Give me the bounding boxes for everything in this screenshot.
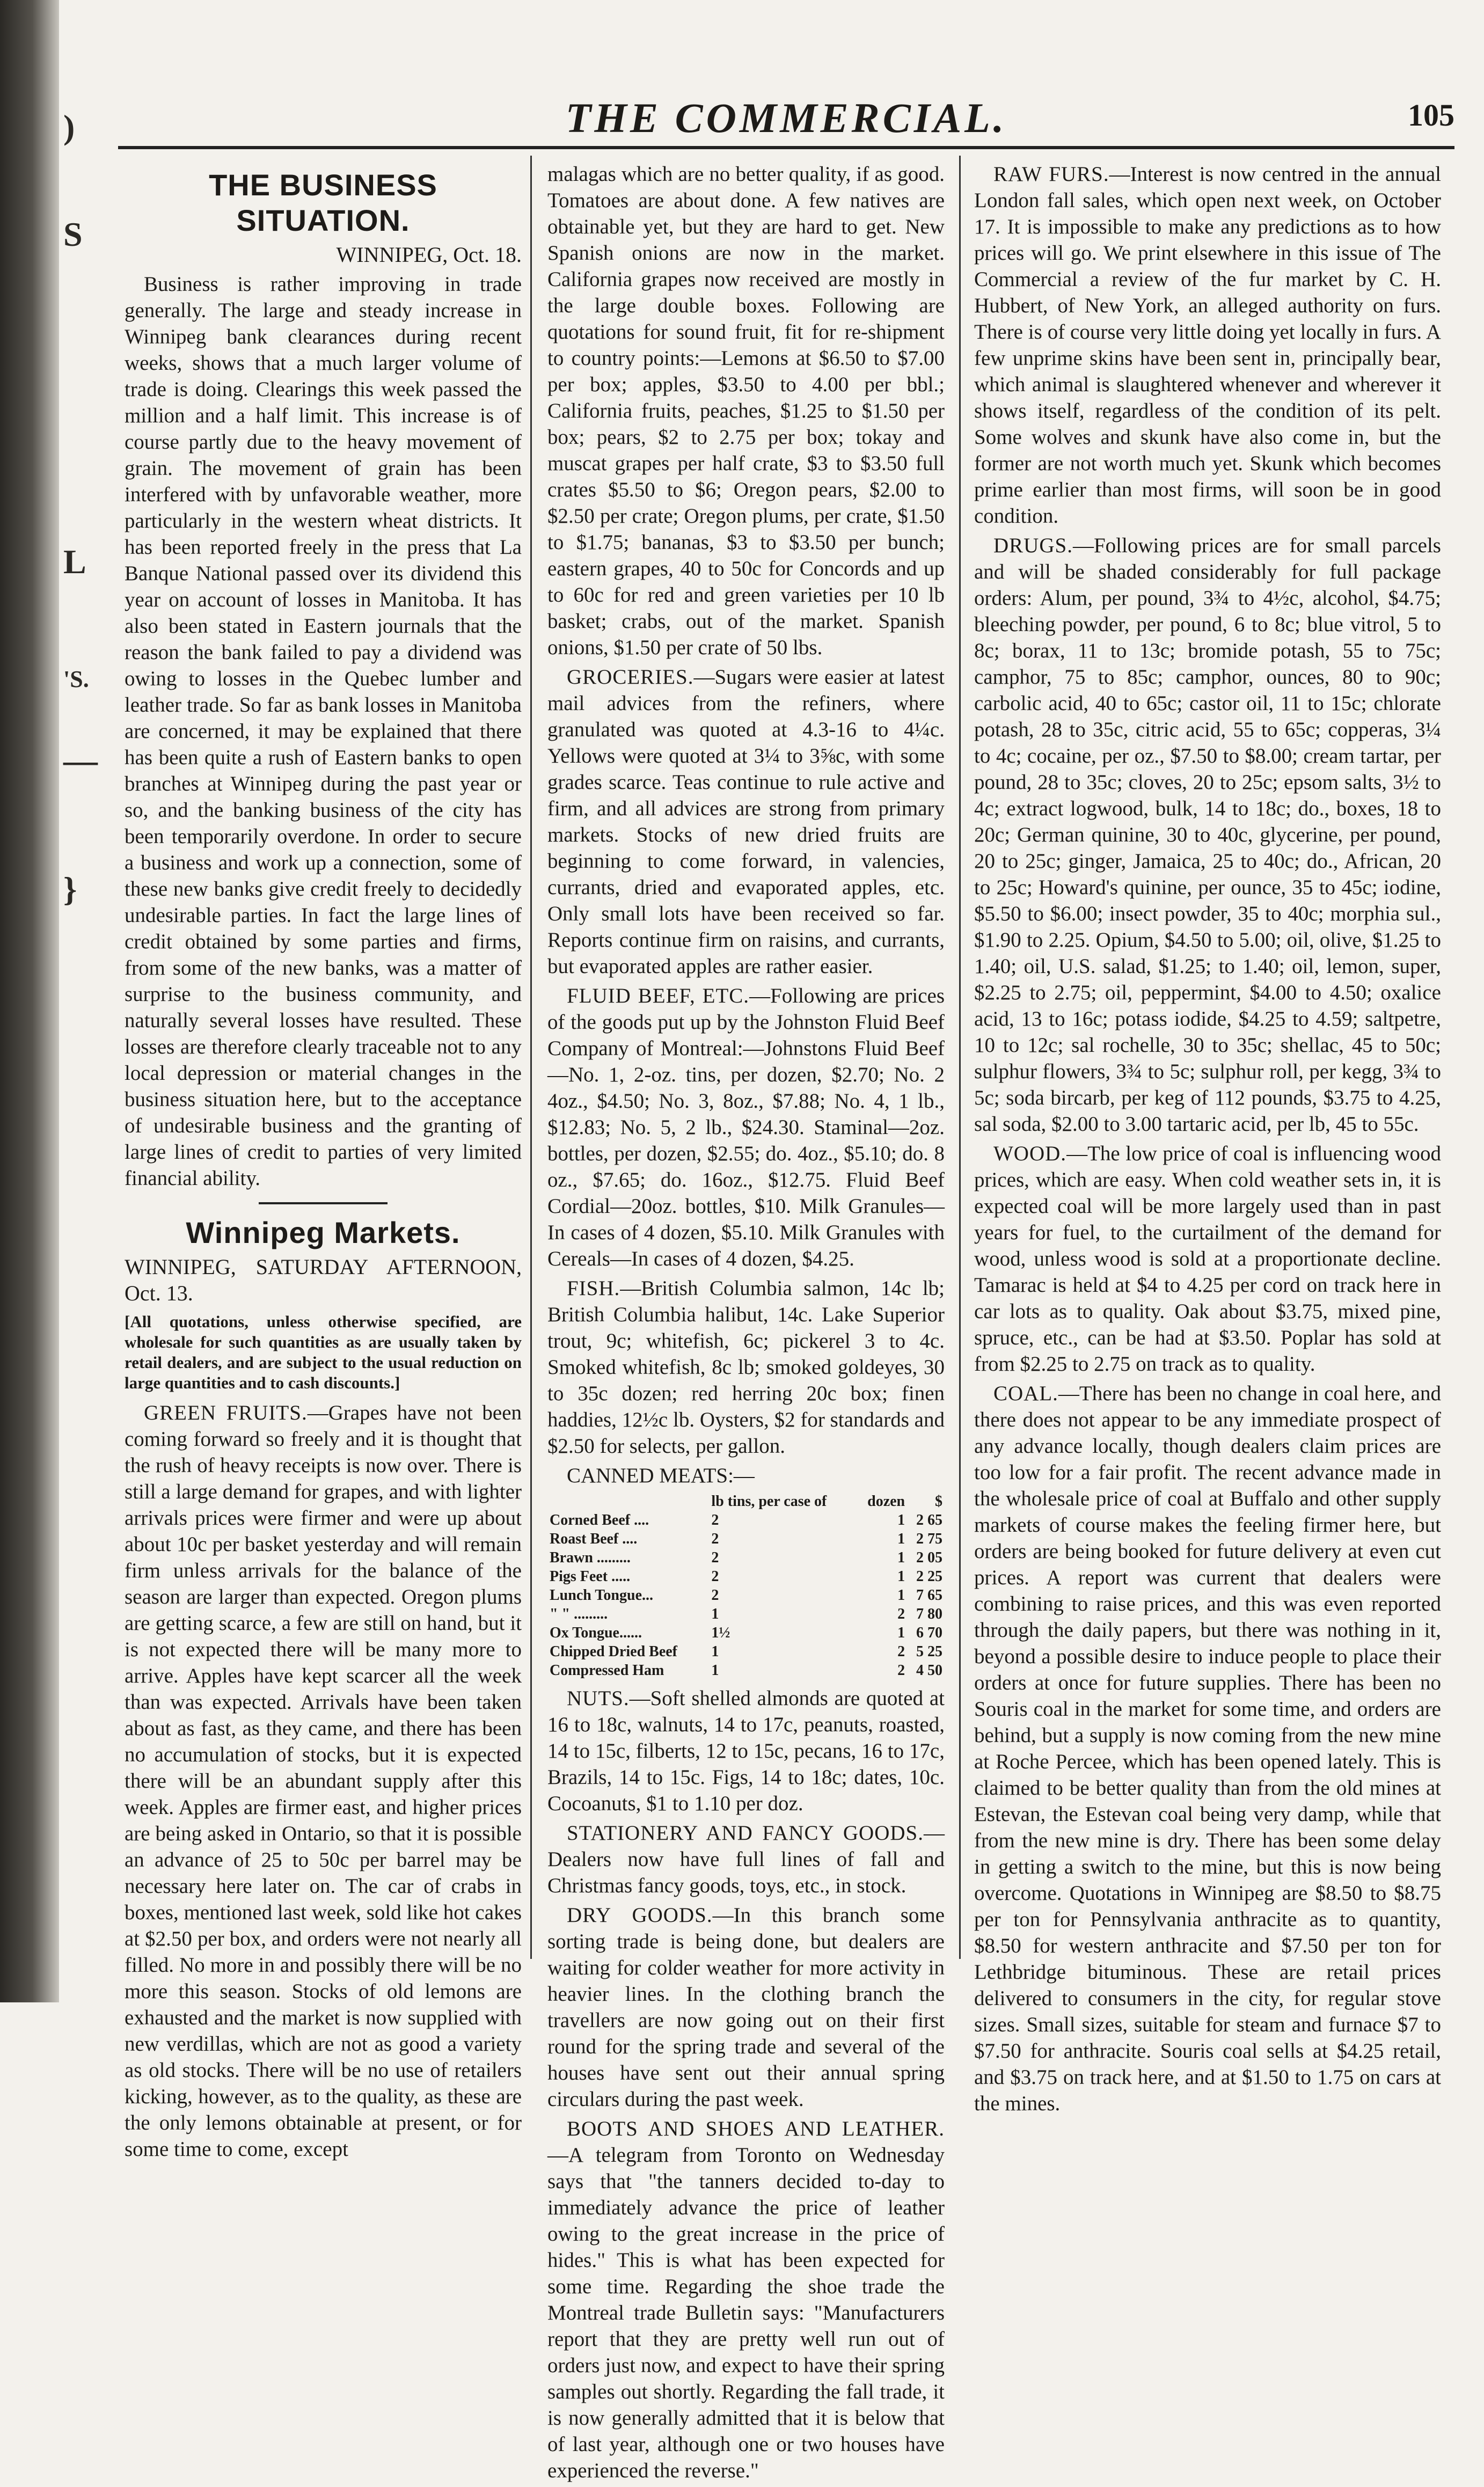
paragraph-text: —Following are prices of the goods put up by the Johnston Fluid Beef Company of Montreal:—Johnstons Fluid Beef—No. 1, 2-oz. tins, per dozen, $2.70; No. 2 4oz., $4.50; No. 3, 8oz., $7.88; No. 4, 1 lb., $12.83; No. 5, 2 lb., $24.30. Staminal—2oz. bottles, per dozen, $2.55; do. 4oz., $5.10; do. 8 oz., $7.65; do. 16oz., $12.75. Fluid Beef Cordial—20oz. bottles, $10. Milk Granules—In cases of 4 dozen, $5.10. Milk Granules with Cereals—In cases of 4 dozen, $4.25. xyxy=(547,984,945,1270)
market-paragraph-stationery xyxy=(547,1820,945,1899)
table-cell: " " ......... xyxy=(550,1606,608,1622)
table-header: $ xyxy=(935,1493,942,1510)
table-cell: 1 xyxy=(897,1512,905,1528)
publication-title: THE COMMERCIAL. xyxy=(565,94,1007,141)
market-paragraph-drugs xyxy=(974,532,1441,1137)
table-cell: 2 xyxy=(711,1549,719,1566)
margin-mark: } xyxy=(63,870,77,908)
table-header: lb tins, per case of xyxy=(711,1493,827,1510)
market-paragraph-wood xyxy=(974,1140,1441,1377)
dateline: WINNIPEG, Oct. 18. xyxy=(336,243,522,267)
table-cell: 2 xyxy=(897,1662,905,1679)
column-3 xyxy=(974,161,1441,2120)
paragraph-text: —There has been no change in coal here, and there does not appear to be any immediate prospect of any advance locally, though dealers claim prices are too low for a fair profit. The recent advance made in the wholesale price of coal at Buffalo and other supply markets of course makes the feeling firmer here, but orders are being booked for future delivery at even cut prices. A report was current that dealers were combining to raise prices, and this was even reported through the daily papers, but there was nothing in it, beyond a possible desire to induce people to place their orders at once for future supplies. There has been no Souris coal in the market for some time, and orders are behind, but a supply is now coming from the new mine at Roche Percee, which has been opened lately. This is claimed to be better quality than from the old mines at Estevan, the Estevan coal being very damp, while that from the new mine is dry. There has been some delay in getting a switch to the mine, but this is now being overcome. Quotations in Winnipeg are $8.50 to $8.75 per ton for Pennsylvania anthracite as to quantity, $8.50 for western anthracite and $7.50 per ton for Lethbridge bituminous. These are retail prices delivered to consumers in the city, for regular stove sizes. Small sizes, suitable for steam and furnace $7 to $7.50 for anthracite. Souris coal sells at $4.25 retail, and $3.75 on track here, and at $1.50 to 1.75 on cars at the mines. xyxy=(974,1382,1441,2115)
table-cell: 2 xyxy=(711,1568,719,1585)
table-cell: 2 xyxy=(897,1606,905,1622)
headline-business-situation: THE BUSINESS SITUATION. xyxy=(209,168,437,237)
paragraph-lead: DRY GOODS. xyxy=(567,1904,713,1927)
table-cell: Roast Beef .... xyxy=(550,1531,638,1547)
market-paragraph-groceries xyxy=(547,664,945,979)
market-paragraph-raw-furs xyxy=(974,161,1441,529)
table-cell: Lunch Tongue... xyxy=(550,1587,653,1604)
table-cell: 1 xyxy=(711,1662,719,1679)
paragraph-lead: STATIONERY AND FANCY GOODS. xyxy=(567,1822,924,1845)
paragraph-lead: GREEN FRUITS. xyxy=(144,1401,308,1424)
table-cell: 1 xyxy=(897,1531,905,1547)
table-header: dozen xyxy=(867,1493,905,1510)
paragraph-text: —In this branch some sorting trade is being done, but dealers are waiting for colder weather for more activity in heavier lines. In the clothing branch the travellers are now going out on their first round for the spring trade and several of the houses have sent out their annual spring circulars during the past week. xyxy=(547,1904,945,2111)
table-cell: 2 65 xyxy=(916,1512,942,1528)
paragraph-text: —Grapes have not been coming forward so freely and it is thought that the rush of heavy receipts is now over. There is still a large demand for grapes, and with lighter arrivals prices were firmer and were up about about 10c per basket yesterday and will remain firm unless arrivals for the balance of the season are larger than expected. Oregon plums are getting scarce, a few are still on hand, but it is not expected there will be many more to arrive. Apples have kept scarcer all the week than was expected. Arrivals have been taken about as fast, as they came, and there has been no accumulation of stocks, but it is expected there will be an abundant supply after this week. Apples are firmer east, and higher prices are being asked in Ontario, so that it is possible an advance of 25 to 50c per barrel may be necessary here later on. The car of crabs in boxes, mentioned last week, sold like hot cakes at $2.50 per box, and orders were not nearly all filled. No more in and possibly there will be no more this season. Stocks of old lemons are exhausted and the market is now supplied with new verdillas, which are not as good a variety as old stocks. There will be no use of retailers kicking, however, as to the quality, as these are the only lemons obtainable at present, or for some time to come, except xyxy=(125,1401,522,2161)
table-row xyxy=(547,1530,945,1548)
table-cell: 2 xyxy=(711,1587,719,1604)
table-cell: Ox Tongue...... xyxy=(550,1625,642,1641)
market-paragraph-dry-goods xyxy=(547,1902,945,2112)
table-cell: 1 xyxy=(711,1606,719,1622)
margin-mark: — xyxy=(63,741,98,779)
paragraph-text: —Interest is now centred in the annual London fall sales, which open next week, on October 17. It is impossible to make any predictions as to how prices will go. We print elsewhere in this issue of The Commercial a review of the fur market by C. H. Hubbert, of New York, an alleged authority on furs. There is of course very little doing yet locally in furs. A few unprime skins have been sent in, principally bear, which animal is slaughtered whenever and wherever it shows itself, regardless of the condition of its pelt. Some wolves and skunk have also come in, but the former are not worth much yet. Skunk which becomes prime earlier than most firms, will soon be in good condition. xyxy=(974,163,1442,528)
table-cell: Brawn ......... xyxy=(550,1549,631,1566)
header-rule xyxy=(118,146,1454,149)
table-cell: 2 xyxy=(711,1512,719,1528)
paragraph-lead: DRUGS. xyxy=(993,534,1073,557)
table-row xyxy=(547,1605,945,1623)
paragraph-text: —Sugars were easier at latest mail advices from the refiners, where granulated was quoted at 4.3-16 to 4¼c. Yellows were quoted at 3¼ to 3⅝c, with some grades scarce. Teas continue to rule active and firm, and all advices are strong from primary markets. Stocks of new dried fruits are beginning to come forward, in valencies, currants, dried and evaporated apples, etc. Only small lots have been received so far. Reports continue firm on raisins, and currants, but evaporated apples are rather easier. xyxy=(547,665,945,978)
market-paragraph-coal xyxy=(974,1380,1441,2117)
table-row xyxy=(547,1567,945,1586)
book-spine-shadow xyxy=(0,0,59,2002)
continued-paragraph: malagas which are no better quality, if as good. Tomatoes are about done. A few natives are obtainable yet, but they are hard to get. New Spanish onions are now in the market. California grapes now received are mostly in the large double boxes. Following are quotations for sound fruit, fit for re-shipment to country points:—Lemons at $6.50 to $7.00 per box; apples, $3.50 to 4.00 per bbl.; California fruits, peaches, $1.25 to $1.50 per box; pears, $2 to 2.75 per box; tokay and muscat grapes per half crate, $3 to $3.50 full crates $5.50 to $6; Oregon pears, $2.00 to $2.50 per crate; Oregon plums, per crate, $1.50 to $1.75; bananas, $3 to $3.50 per bunch; eastern grapes, 40 to 50c for Concords and up to 60c for red and green varieties per 10 lb basket; crabs, out of the market. Spanish onions, $1.50 per crate of 50 lbs. xyxy=(547,163,945,659)
table-cell: 7 65 xyxy=(916,1587,942,1604)
article-paragraph: Business is rather improving in trade generally. The large and steady increase in Winnipeg bank clearances during recent weeks, shows that a much larger volume of trade is doing. Clearings this week passed the million and a half limit. This increase is of course partly due to the heavy movement of grain. The movement of grain has been interfered with by unfavorable weather, more particularly in the western wheat districts. It has been reported freely in the press that La Banque National passed over its dividend this year on account of losses in Manitoba. It has also been stated in Eastern journals that the reason the bank failed to pay a dividend was owing to losses in the Quebec lumber and leather trade. So far as bank losses in Manitoba are concerned, it may be explained that there has been quite a rush of Eastern banks to open branches at Winnipeg during the past year or so, and the banking business of the city has been temporarily overdone. In order to secure a business and work up a connection, some of these new banks give credit freely to decidedly undesirable parties. In fact the large lines of credit obtained by some parties and firms, from some of the new banks, was a matter of surprise to the business community, and naturally several losses have resulted. These losses are therefore clearly traceable not to any local depression or material changes in the business situation here, but to the acceptance of undesirable business and the granting of large lines of credit to parties of very limited financial ability. xyxy=(125,273,522,1190)
paragraph-text: —Following prices are for small parcels and will be shaded considerably for full package orders: Alum, per pound, 3¾ to 4½c, alcohol, $4.75; bleeching powder, per pound, 6 to 8c; blue vitrol, 5 to 8c; borax, 11 to 13c; bromide potash, 55 to 75c; camphor, 75 to 85c; camphor, ounces, 80 to 90c; carbolic acid, 40 to 65c; castor oil, 11 to 15c; chlorate potash, 28 to 35c, citric acid, 55 to 65c; copperas, 3¼ to 4c; cocaine, per oz., $7.50 to $8.00; cream tartar, per pound, 28 to 35c; cloves, 20 to 25c; epsom salts, 3½ to 4c; extract logwood, bulk, 14 to 18c; do., boxes, 18 to 20c; German quinine, 30 to 40c, glycerine, per pound, 20 to 25c; ginger, Jamaica, 25 to 40c; do., African, 20 to 25c; Howard's quinine, per ounce, 35 to 45c; iodine, $5.50 to $6.00; insect powder, 35 to 40c; morphia sul., $1.90 to 2.25. Opium, $4.50 to 5.00; oil, olive, $1.25 to 1.40; oil, U.S. salad, $1.25; to 1.40; oil, lemon, super, $2.25 to 2.75; oil, peppermint, $4.00 to 4.50; oxalice acid, 13 to 16c; potass iodide, $4.25 to 4.59; saltpetre, 10 to 12c; sal rochelle, 30 to 35c; shellac, 45 to 50c; sulphur flowers, 3¾ to 5c; sulphur roll, per kegg, 3¾ to 5c; soda bircarb, per keg of 112 pounds, $3.75 to 4.25, sal soda, $2.00 to 3.00 tartaric acid, per lb, 45 to 55c. xyxy=(974,534,1441,1136)
table-row xyxy=(547,1623,945,1642)
table-cell: 1 xyxy=(897,1625,905,1641)
table-cell: Compressed Ham xyxy=(550,1662,664,1679)
paragraph-lead: BOOTS AND SHOES AND LEATHER. xyxy=(567,2117,945,2140)
canned-meats-table xyxy=(547,1492,945,1680)
paragraph-text: —Dealers now have full lines of fall and Christmas fancy goods, toys, etc., in stock. xyxy=(547,1822,945,1897)
table-cell: 1 xyxy=(897,1549,905,1566)
table-row xyxy=(547,1642,945,1661)
table-row xyxy=(547,1661,945,1680)
table-cell: Chipped Dried Beef xyxy=(550,1643,677,1660)
paragraph-text: —The low price of coal is influencing wood prices, which are easy. When cold weather sets in, it is expected coal will be more largely used than in past years for fuel, to the curtailment of the demand for wood, unless wood is sold at a proportionate decline. Tamarac is held at $4 to 4.25 per cord on track here in car lots as to quality. Oak about $3.75, mixed pine, spruce, etc., can be had at $3.50. Poplar has sold at from $2.25 to 2.75 on track as to quality. xyxy=(974,1142,1441,1376)
table-cell: 2 xyxy=(897,1643,905,1660)
column-2 xyxy=(547,161,945,2487)
column-divider xyxy=(959,156,961,1959)
table-header-row xyxy=(547,1492,945,1511)
margin-mark: ) xyxy=(63,108,75,146)
table-cell: 2 75 xyxy=(916,1531,942,1547)
paragraph-lead: NUTS. xyxy=(567,1687,630,1710)
quotation-note: [All quotations, unless otherwise specified, are wholesale for such quantities as are usually taken by retail dealers, and are subject to the usual reduction on large quantities and to cash discounts.] xyxy=(125,1312,522,1392)
paragraph-text: —A telegram from Toronto on Wednesday says that "the tanners decided to-day to immediately advance the price of leather owing to the great increase in the price of hides." This is what has been expected for some time. Regarding the shoe trade the Montreal trade Bulletin says: "Manufacturers report that they are pretty well run out of orders just now, and expect to have their spring samples out shortly. Regarding the fall trade, it is now generally admitted that it is below that of last year, although one or two houses have experienced the reverse." xyxy=(547,2144,945,2482)
market-paragraph-fluid-beef xyxy=(547,983,945,1272)
table-cell: 1½ xyxy=(711,1625,730,1641)
market-dateline: WINNIPEG, SATURDAY AFTERNOON, Oct. 13. xyxy=(125,1255,522,1305)
table-cell: Pigs Feet ..... xyxy=(550,1568,631,1585)
market-paragraph-boots-shoes xyxy=(547,2116,945,2484)
margin-mark: L xyxy=(63,543,86,581)
table-cell: 1 xyxy=(897,1568,905,1585)
section-rule xyxy=(259,1202,388,1204)
table-cell: 2 05 xyxy=(916,1549,942,1566)
table-cell: 1 xyxy=(711,1643,719,1660)
paragraph-lead: RAW FURS. xyxy=(993,163,1109,186)
column-divider xyxy=(530,156,532,1959)
table-cell: 7 80 xyxy=(916,1606,942,1622)
paragraph-lead: COAL. xyxy=(993,1382,1058,1405)
table-cell: 4 50 xyxy=(916,1662,942,1679)
paragraph-text: —Soft shelled almonds are quoted at 16 to 18c, walnuts, 14 to 17c, peanuts, roasted, 14 to 15c, filberts, 12 to 15c, pecans, 16 to 17c, Brazils, 14 to 15c. Figs, 14 to 18c; dates, 10c. Cocoanuts, $1 to 1.10 per doz. xyxy=(547,1687,945,1815)
page-number: 105 xyxy=(1408,98,1454,133)
canned-meats-label: CANNED MEATS:— xyxy=(567,1464,755,1487)
table-cell: 5 25 xyxy=(916,1643,942,1660)
table-cell: 2 xyxy=(711,1531,719,1547)
margin-fragments xyxy=(63,0,96,2002)
table-cell: Corned Beef .... xyxy=(550,1512,649,1528)
table-row xyxy=(547,1511,945,1530)
headline-winnipeg-markets: Winnipeg Markets. xyxy=(186,1216,460,1249)
table-cell: 1 xyxy=(897,1587,905,1604)
table-cell: 6 70 xyxy=(916,1625,942,1641)
table-row xyxy=(547,1548,945,1567)
market-paragraph-green-fruits xyxy=(125,1400,522,2162)
paragraph-lead: GROCERIES. xyxy=(567,665,694,689)
masthead xyxy=(107,94,1465,142)
paragraph-lead: FLUID BEEF, ETC. xyxy=(567,984,750,1007)
paragraph-lead: FISH. xyxy=(567,1277,620,1300)
margin-mark: 'S. xyxy=(63,666,89,692)
margin-mark: S xyxy=(63,215,83,253)
paragraph-lead: WOOD. xyxy=(993,1142,1067,1165)
table-header xyxy=(547,1492,709,1511)
column-1 xyxy=(125,161,522,2166)
market-paragraph-nuts xyxy=(547,1685,945,1817)
market-paragraph-fish xyxy=(547,1275,945,1459)
table-row xyxy=(547,1586,945,1605)
paragraph-text: —British Columbia salmon, 14c lb; British Columbia halibut, 14c. Lake Superior trout, 9c; whitefish, 6c; pickerel 3 to 4c. Smoked whitefish, 8c lb; smoked goldeyes, 30 to 35c dozen; red herring 20c box; finen haddies, 12½c lb. Oysters, $2 for standards and $2.50 for selects, per gallon. xyxy=(547,1277,945,1458)
table-cell: 2 25 xyxy=(916,1568,942,1585)
